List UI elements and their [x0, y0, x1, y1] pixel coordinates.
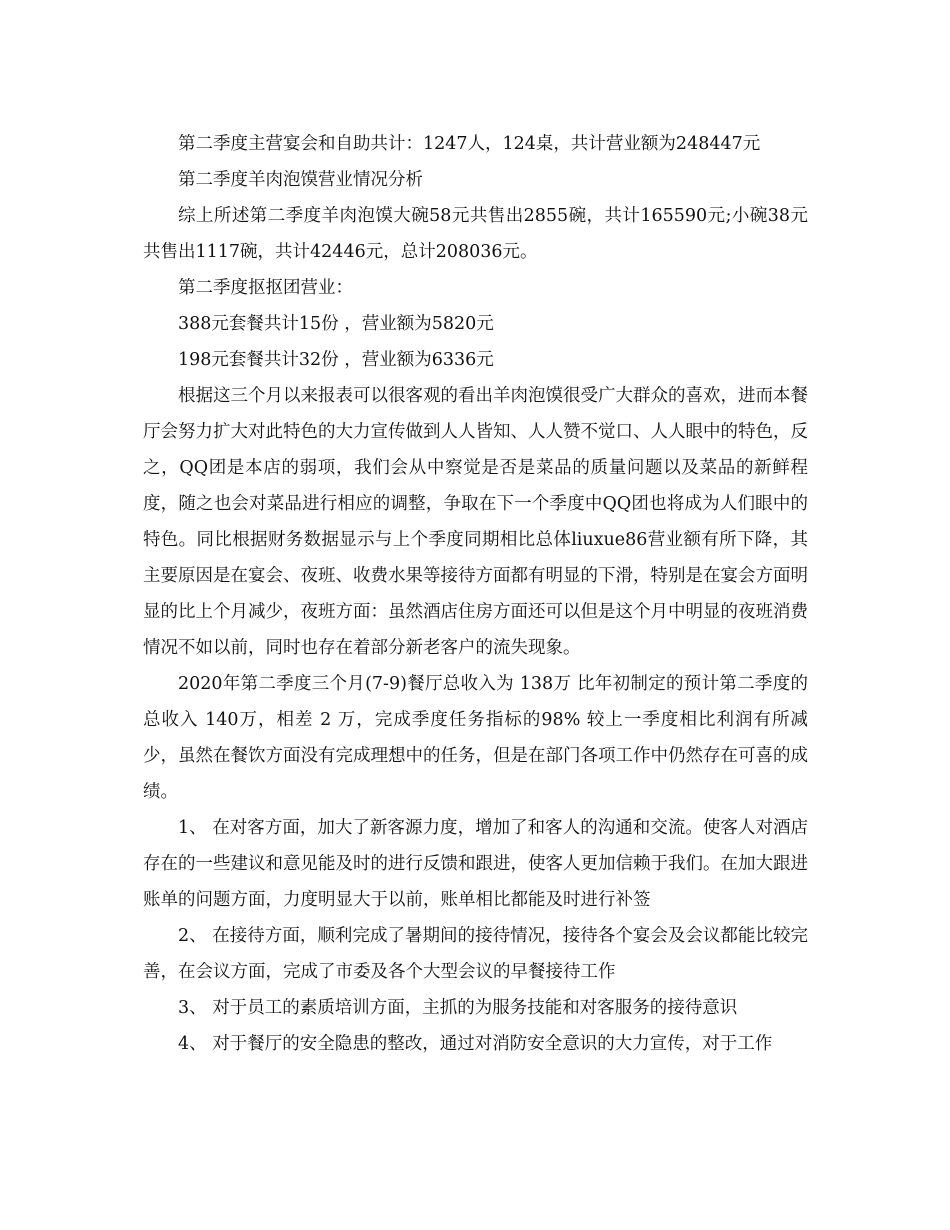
paragraph-paomo-heading: 第二季度羊肉泡馍营业情况分析 — [178, 170, 423, 190]
paragraph-koukoutuan-heading: 第二季度抠抠团营业： — [178, 278, 353, 298]
paragraph-item-1: 1、 在对客方面，加大了新客源力度，增加了和客人的沟通和交流。使客人对酒店存在的一些建议和意见能及时的进行反馈和跟进，使客人更加信赖于我们。在加大跟进账单的问题方面，力度明显大于以前，账单相比都能及时进行补签 — [143, 818, 808, 910]
paragraph-set-198: 198元套餐共计32份 ，营业额为6336元 — [178, 350, 494, 370]
paragraph-item-4: 4、 对于餐厅的安全隐患的整改，通过对消防安全意识的大力宣传，对于工作 — [178, 1034, 773, 1054]
document-body — [143, 126, 808, 1062]
paragraph-paomo-sales: 综上所述第二季度羊肉泡馍大碗58元共售出2855碗，共计165590元;小碗38元共售出1117碗，共计42446元，总计208036元。 — [143, 206, 808, 262]
paragraph-set-388: 388元套餐共计15份 ，营业额为5820元 — [178, 314, 494, 334]
paragraph-revenue-summary: 2020年第二季度三个月(7-9)餐厅总收入为 138万 比年初制定的预计第二季度的总收入 140万，相差 2 万，完成季度任务指标的98% 较上一季度相比利润有所减少，虽然在餐饮方面没有完成理想中的任务，但是在部门各项工作中仍然存在可喜的成绩。 — [143, 674, 808, 802]
paragraph-item-2: 2、 在接待方面，顺利完成了暑期间的接待情况，接待各个宴会及会议都能比较完善，在会议方面，完成了市委及各个大型会议的早餐接待工作 — [143, 926, 808, 982]
paragraph-item-3: 3、 对于员工的素质培训方面，主抓的为服务技能和对客服务的接待意识 — [178, 998, 738, 1018]
paragraph-banquet-summary: 第二季度主营宴会和自助共计：1247人，124桌，共计营业额为248447元 — [178, 134, 761, 154]
paragraph-analysis: 根据这三个月以来报表可以很客观的看出羊肉泡馍很受广大群众的喜欢，进而本餐厅会努力扩大对此特色的大力宣传做到人人皆知、人人赞不觉口、人人眼中的特色，反之，QQ团是本店的弱项，我们会从中察觉是否是菜品的质量问题以及菜品的新鲜程度，随之也会对菜品进行相应的调整，争取在下一个季度中QQ团也将成为人们眼中的特色。同比根据财务数据显示与上个季度同期相比总体liuxue86营业额有所下降，其主要原因是在宴会、夜班、收费水果等接待方面都有明显的下滑，特别是在宴会方面明显的比上个月减少，夜班方面：虽然酒店住房方面还可以但是这个月中明显的夜班消费情况不如以前，同时也存在着部分新老客户的流失现象。 — [143, 386, 808, 658]
